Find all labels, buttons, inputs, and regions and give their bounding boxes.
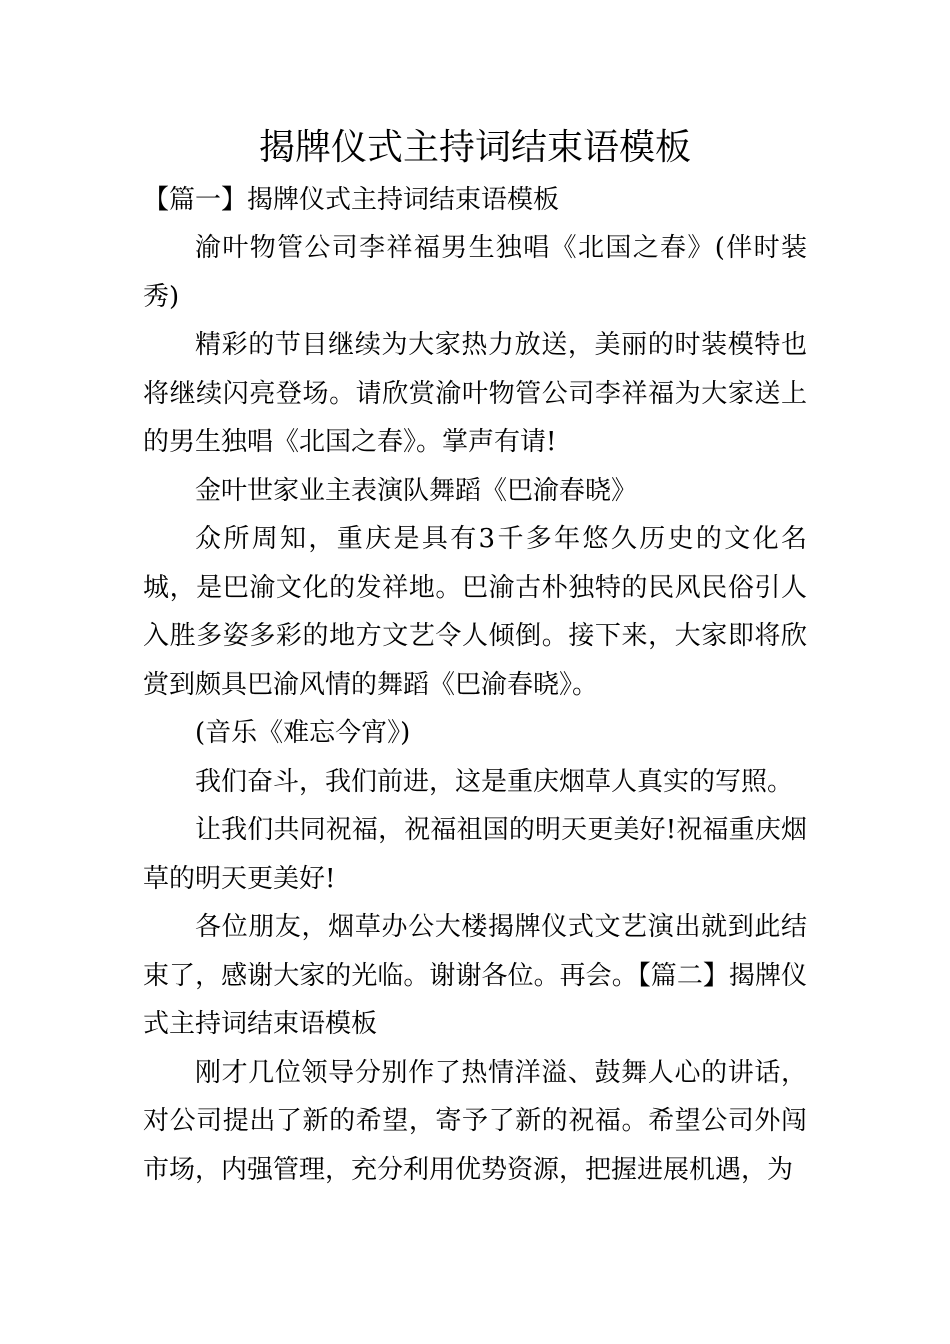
paragraph: 金叶世家业主表演队舞蹈《巴渝春晓》	[195, 475, 638, 506]
paragraph: 刚才几位领导分别作了热情洋溢、鼓舞人心的讲话，对公司提出了新的希望，寄予了新的祝福。希望公司外闯市场，内强管理，充分利用优势资源，把握进展机遇，为	[143, 1057, 807, 1185]
paragraph: 让我们共同祝福，祝福祖国的明天更美好!祝福重庆烟草的明天更美好!	[143, 815, 807, 894]
paragraph: 精彩的节目继续为大家热力放送，美丽的时装模特也将继续闪亮登场。请欣赏渝叶物管公司李祥福为大家送上的男生独唱《北国之春》。掌声有请!	[143, 330, 807, 457]
document-body	[143, 224, 807, 1194]
paragraph: 各位朋友，烟草办公大楼揭牌仪式文艺演出就到此结束了，感谢大家的光临。谢谢各位。再会。【篇二】揭牌仪式主持词结束语模板	[143, 912, 807, 1039]
paragraph: 渝叶物管公司李祥福男生独唱《北国之春》(伴时装秀)	[143, 233, 807, 312]
paragraph: 我们奋斗，我们前进，这是重庆烟草人真实的写照。	[195, 766, 794, 797]
section-one-heading: 【篇一】揭牌仪式主持词结束语模板	[143, 185, 560, 215]
document-title: 揭牌仪式主持词结束语模板	[258, 127, 691, 168]
paragraph: (音乐《难忘今宵》)	[195, 718, 411, 748]
paragraph: 众所周知，重庆是具有3千多年悠久历史的文化名城，是巴渝文化的发祥地。巴渝古朴独特的民风民俗引人入胜多姿多彩的地方文艺令人倾倒。接下来，大家即将欣赏到颇具巴渝风情的舞蹈《巴渝春晓》。	[143, 524, 807, 700]
